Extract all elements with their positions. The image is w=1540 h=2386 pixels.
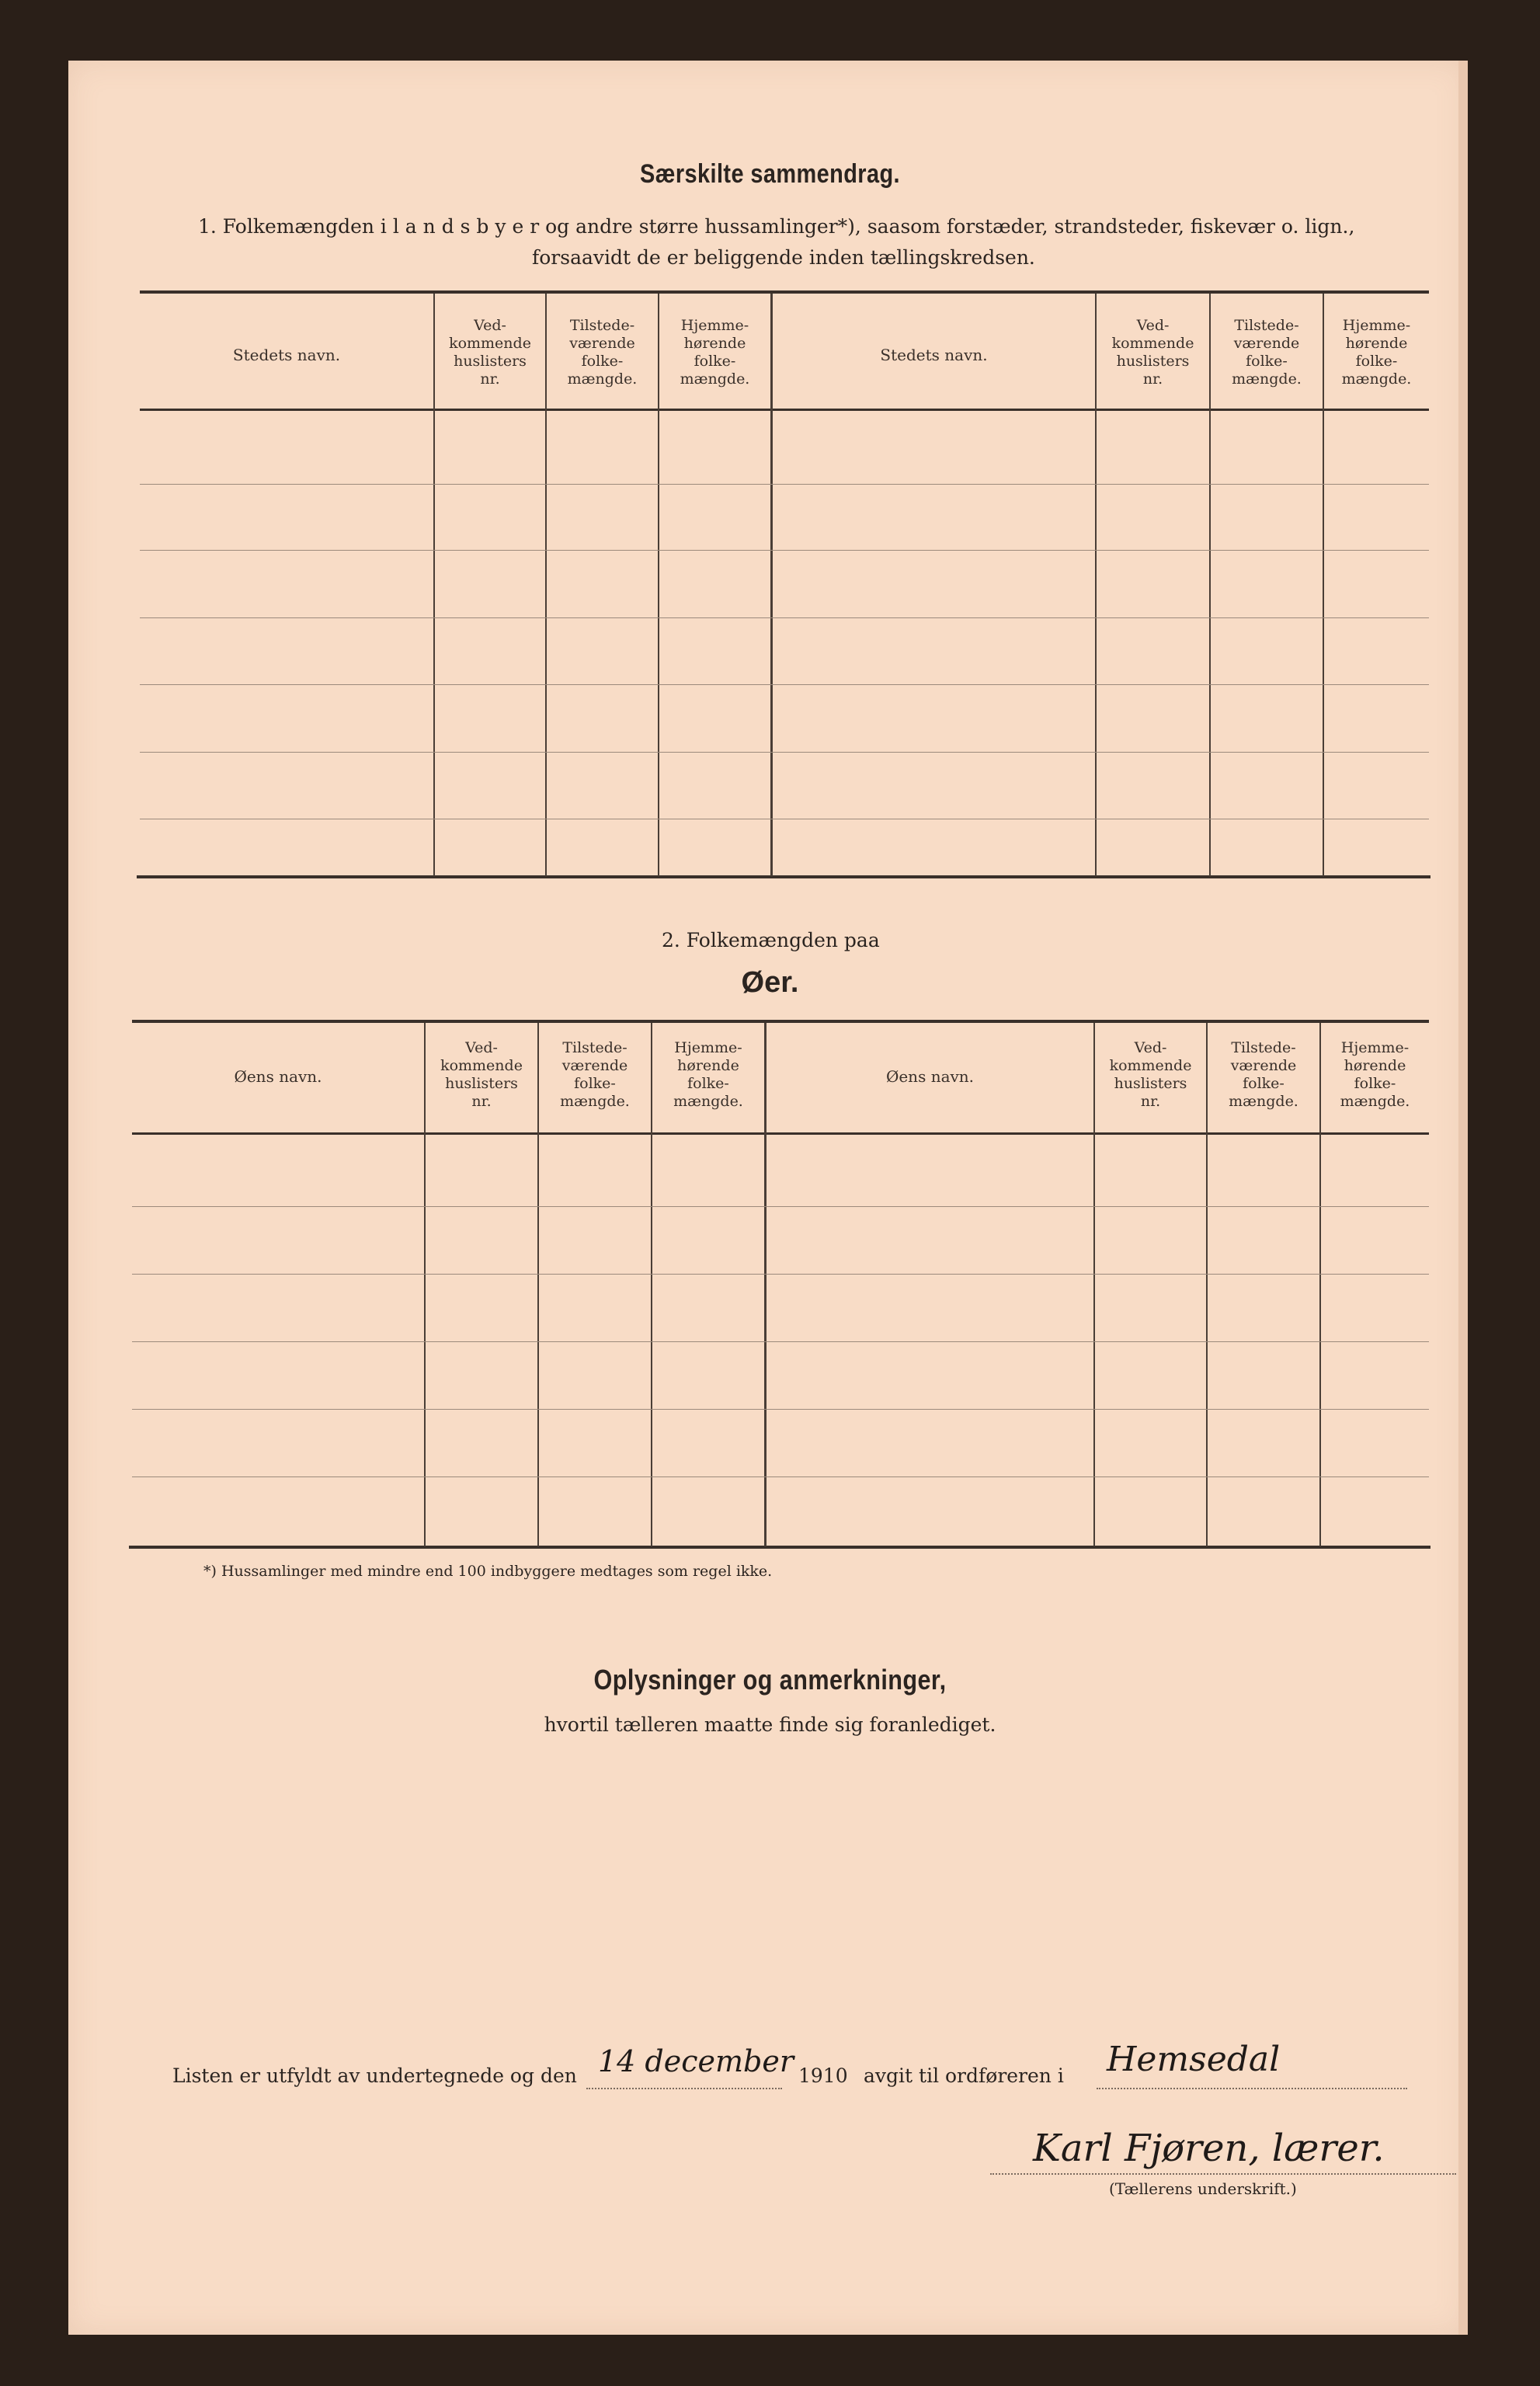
table2-center-divider: [764, 1023, 767, 1546]
signature-year: 1910: [798, 2064, 848, 2087]
remarks-subheading: hvortil tælleren maatte finde sig foranlediget.: [544, 1713, 996, 1736]
handwritten-date: 14 december: [598, 2044, 794, 2078]
table2-header-present-left: Tilstede- værende folke- mængde.: [560, 1039, 630, 1110]
handwritten-place: Hemsedal: [1107, 2040, 1281, 2079]
table2-bottom-rule: [129, 1546, 1430, 1549]
section1-heading: Særskilte sammendrag.: [639, 159, 901, 189]
remarks-heading: Oplysninger og anmerkninger,: [593, 1664, 947, 1696]
signature-middle: avgit til ordføreren i: [864, 2064, 1064, 2087]
place-dotted-line: [1097, 2088, 1407, 2089]
table1-header-rule: [140, 409, 1429, 411]
table1-header-listno-right: Ved- kommende huslisters nr.: [1111, 317, 1194, 388]
table1-header-name-left: Stedets navn.: [232, 346, 341, 364]
handwritten-signature: Karl Fjøren, lærer.: [1033, 2127, 1385, 2170]
table1-center-divider: [770, 294, 773, 876]
table1-header-present-left: Tilstede- værende folke- mængde.: [567, 317, 638, 388]
table1-row-line: [140, 617, 1429, 618]
table2-row-line: [132, 1206, 1429, 1207]
table1-row-line: [140, 484, 1429, 485]
table2-header-name-right: Øens navn.: [885, 1067, 975, 1086]
table1-top-rule: [140, 290, 1429, 294]
table1-bottom-rule: [137, 875, 1430, 878]
table2-header-resident-left: Hjemme- hørende folke- mængde.: [673, 1039, 743, 1110]
paper-sheet: [68, 61, 1466, 2335]
section1-line2: forsaavidt de er beliggende inden tællingskredsen.: [532, 246, 1035, 269]
table1-header-resident-left: Hjemme- hørende folke- mængde.: [680, 317, 750, 388]
table2-header-listno-left: Ved- kommende huslisters nr.: [440, 1039, 523, 1110]
table2-top-rule: [132, 1020, 1429, 1023]
signature-prefix: Listen er utfyldt av undertegnede og den: [172, 2064, 577, 2087]
table2-header-resident-right: Hjemme- hørende folke- mængde.: [1340, 1039, 1410, 1110]
table2-row-line: [132, 1476, 1429, 1477]
table2-header-rule: [132, 1132, 1429, 1135]
table1-header-listno-left: Ved- kommende huslisters nr.: [449, 317, 531, 388]
section2-heading: Øer.: [741, 966, 799, 999]
table2-row-line: [132, 1341, 1429, 1342]
signature-caption: (Tællerens underskrift.): [1109, 2179, 1297, 2198]
table1-header-present-right: Tilstede- værende folke- mængde.: [1232, 317, 1302, 388]
date-dotted-line: [586, 2088, 782, 2089]
paper-edge: [1458, 61, 1468, 2335]
table1-header-name-right: Stedets navn.: [880, 346, 988, 364]
signature-dotted-line: [990, 2173, 1456, 2175]
section1-line1: 1. Folkemængden i l a n d s b y e r og andre større hussamlinger*), saasom forstæder, strandsteder, fiskevær o. lign.,: [198, 215, 1355, 238]
table1-header-resident-right: Hjemme- hørende folke- mængde.: [1341, 317, 1412, 388]
table2-header-name-left: Øens navn.: [234, 1067, 322, 1086]
table2-row-line: [132, 1409, 1429, 1410]
section2-line1: 2. Folkemængden paa: [662, 929, 880, 951]
footnote: *) Hussamlinger med mindre end 100 indbyggere medtages som regel ikke.: [203, 1563, 773, 1580]
table2-row-line: [132, 1274, 1429, 1275]
table1-row-line: [140, 550, 1429, 551]
table1-row-line: [140, 684, 1429, 685]
table2-header-listno-right: Ved- kommende huslisters nr.: [1109, 1039, 1192, 1110]
table2-header-present-right: Tilstede- værende folke- mængde.: [1229, 1039, 1298, 1110]
table1-row-line: [140, 752, 1429, 753]
